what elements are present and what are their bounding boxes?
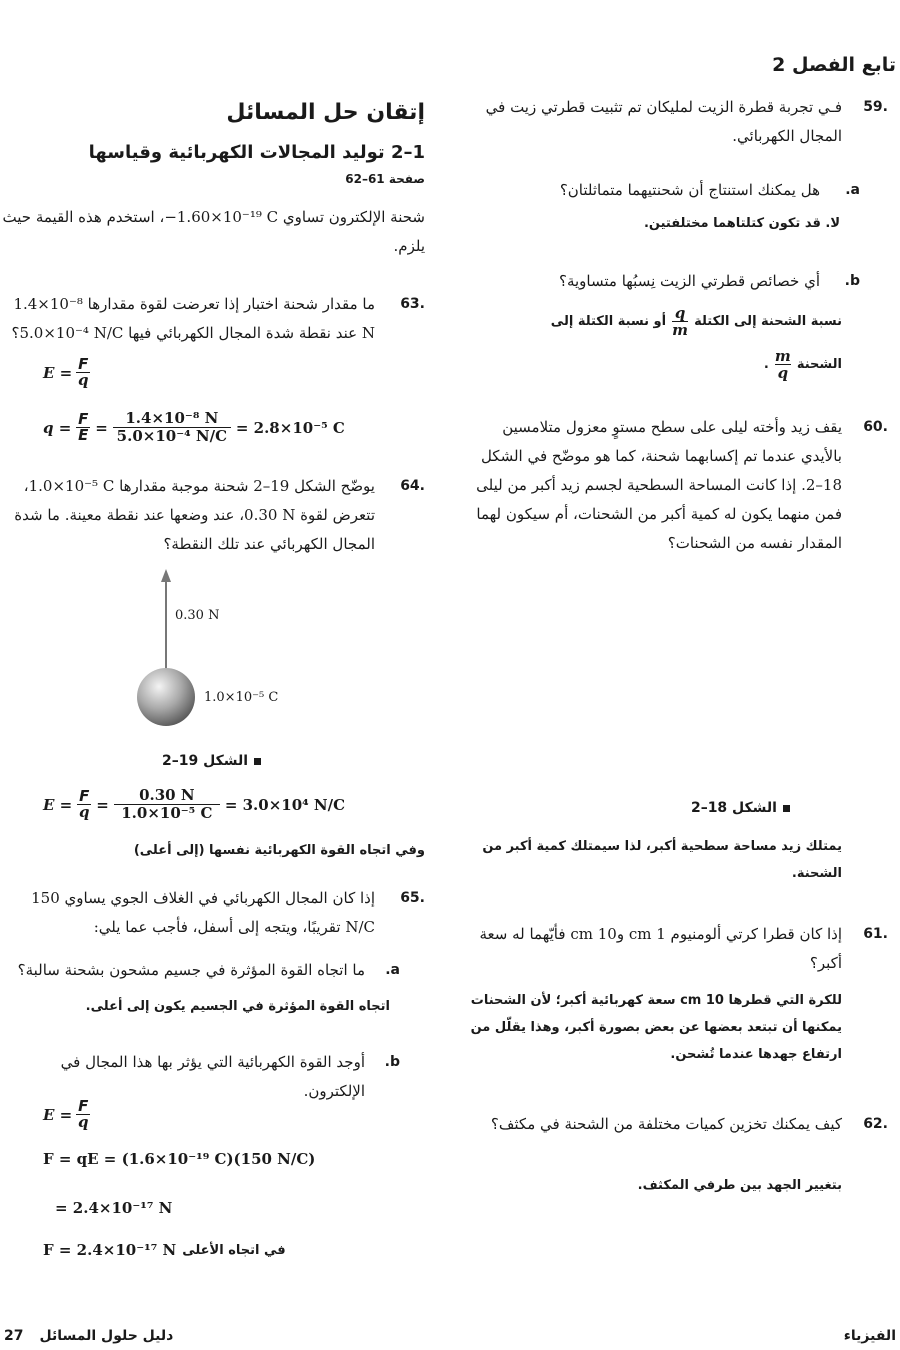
eq-result: = 2.8×10⁻⁵ C [235, 418, 345, 437]
eq-fraction-symbolic [76, 412, 90, 443]
q63-equation-2: q = F E = 1.4×10⁻⁸ N 5.0×10⁻⁴ N/C = 2.8×10⁻⁵ C [43, 409, 345, 445]
fraction-denominator: m [672, 321, 689, 339]
q65b-label: b. [384, 1054, 400, 1070]
eq-lhs: q = [43, 418, 72, 437]
fraction-numerator: 0.30 N [139, 786, 195, 804]
q62-answer: بتغيير الجهد بين طرفي المكثف. [637, 1178, 842, 1193]
fraction-denominator: q [777, 364, 789, 382]
q64-number: .64 [400, 478, 425, 494]
q65-equation-4 [43, 1241, 286, 1259]
q62-text: كيف يمكنك تخزين كميات مختلفة من الشحنة في مكثف؟ [490, 1115, 842, 1133]
fraction-numerator: F [78, 355, 89, 373]
fraction-numerator: F [78, 1097, 89, 1115]
fraction-denominator: E [78, 426, 89, 444]
eq-result: = 3.0×10⁴ N/C [224, 795, 346, 814]
eq-lhs: E = [43, 363, 73, 382]
eq-lhs: E = [43, 795, 73, 814]
footer-book-title: دليل حلول المسائل [39, 1328, 174, 1344]
q59a-text: هل يمكنك استنتاج أن شحنتيهما متماثلتان؟ [559, 181, 820, 199]
q60-answer: يمتلك زيد مساحة سطحية أكبر، لذا سيمتلك كمية أكبر من الشحنة. [482, 839, 842, 881]
arrow-head-icon [161, 569, 171, 582]
fraction-numerator: F [79, 787, 90, 805]
eq-value: F = 2.4×10⁻¹⁷ N [43, 1241, 177, 1259]
q63-text: ما مقدار شحنة اختبار إذا تعرضت لقوة مقدارها ‎1.4×10⁻⁸ N‎ عند نقطة شدة المجال الكهربائي فيها ‎5.0×10⁻⁴ N/C‎؟ [11, 295, 375, 342]
q65-text: إذا كان المجال الكهربائي في الغلاف الجوي يساوي 150 N/C تقريبًا، ويتجه إلى أسفل، فأجب عما يلي: [31, 889, 375, 936]
fraction-denominator: 1.0×10⁻⁵ C [121, 804, 213, 822]
q65-number: .65 [400, 890, 425, 906]
q59b-answer-part1b: أو نسبة الكتلة إلى [550, 314, 667, 329]
intro-text: شحنة الإلكترون تساوي ‎−1.60×10⁻¹⁹ C‎، استخدم هذه القيمة حيث يلزم. [2, 208, 425, 255]
charge-sphere [137, 668, 195, 726]
q59b-answer-part1: نسبة الشحنة إلى الكتلة [694, 314, 842, 329]
eq-fraction-numeric [114, 787, 220, 822]
eq-direction: في اتجاه الأعلى [182, 1242, 286, 1258]
fraction-numerator: 1.4×10⁻⁸ N [125, 409, 219, 427]
fraction-numerator: m [774, 347, 791, 365]
fraction-denominator: q [77, 1113, 89, 1131]
q64-answer: وفي اتجاه القوة الكهربائية نفسها (إلى أعلى) [133, 843, 425, 858]
figure-2-18-caption [691, 800, 790, 816]
fraction-denominator: q [78, 803, 90, 821]
footer-page-info [4, 1328, 173, 1344]
q61-text: إذا كان قطرا كرتي ألومنيوم 1 cm و10 cm فأيّهما له سعة أكبر؟ [479, 925, 842, 972]
fraction-m-over-q [775, 348, 791, 381]
q62-number: .62 [863, 1116, 888, 1132]
q60-number: .60 [863, 419, 888, 435]
q65-equation-1 [43, 1099, 90, 1130]
q63-number: .63 [400, 296, 425, 312]
page-number: 27 [4, 1328, 24, 1344]
fraction-numerator: F [78, 410, 89, 428]
q59-text: فـي تجربة قطرة الزيت لمليكان تم تثبيت قطرتي زيت في المجال الكهربائي. [485, 98, 842, 145]
fraction-numerator: q [674, 304, 686, 322]
figure-2-19-label: الشكل 19–2 [162, 753, 249, 769]
section-subtitle: 1–2 توليد المجالات الكهربائية وقياسها [88, 142, 425, 163]
figure-2-19 [125, 565, 325, 735]
fraction-q-over-m [672, 305, 688, 338]
figure-2-19-caption [162, 753, 261, 769]
q65a-label: a. [385, 962, 400, 978]
q64-equation: E = F q = 0.30 N 1.0×10⁻⁵ C = 3.0×10⁴ N/C [43, 786, 346, 822]
figure-2-19-drawing [125, 565, 325, 735]
q65-equation-3: = 2.4×10⁻¹⁷ N [55, 1199, 173, 1217]
q65a-answer: اتجاه القوة المؤثرة في الجسيم يكون إلى أعلى. [85, 999, 390, 1014]
eq-lhs: E = [43, 1105, 73, 1124]
q61-number: .61 [863, 926, 888, 942]
eq-fraction [76, 1099, 90, 1130]
q59b-text: أي خصائص قطرتي الزيت نِسبُها متساوية؟ [559, 272, 820, 290]
chapter-header: تابع الفصل 2 [772, 54, 896, 76]
q61-answer: للكرة التي قطرها 10 cm سعة كهربائية أكبر؛ لأن الشحنات يمكنها أن تبتعد بعضها عن بعض بصورة أكبر، وهذا يقلّل من ارتفاع جهدها عندما تُشحن. [470, 993, 842, 1062]
force-label: 0.30 N [175, 608, 220, 623]
charge-label: 1.0×10⁻⁵ C [204, 690, 279, 705]
caption-square-icon [254, 758, 261, 765]
q59a-label: a. [845, 182, 860, 198]
eq-fraction-symbolic [77, 789, 91, 820]
section-pages: صفحة 61–62 [345, 172, 425, 186]
q59b-answer: نسبة الشحنة إلى الكتلة q m أو نسبة الكتلة إلى الشحنة m q . [550, 304, 842, 382]
fraction-denominator: q [77, 371, 89, 389]
q65b-text: أوجد القوة الكهربائية التي يؤثر بها هذا المجال في الإلكترون. [60, 1053, 365, 1100]
fraction-denominator: 5.0×10⁻⁴ N/C [116, 427, 228, 445]
caption-square-icon [783, 805, 790, 812]
q59b-label: b. [844, 273, 860, 289]
section-title: إتقان حل المسائل [226, 100, 425, 125]
q59b-answer-part2: الشحنة [796, 357, 842, 372]
q65-equation-2: F = qE = (1.6×10⁻¹⁹ C)(150 N/C) [43, 1150, 316, 1168]
eq-fraction [76, 357, 90, 388]
q65a-text: ما اتجاه القوة المؤثرة في جسيم مشحون بشحنة سالبة؟ [17, 961, 365, 979]
figure-2-18-label: الشكل 18–2 [690, 800, 777, 816]
eq-fraction-numeric [113, 410, 231, 445]
q60-text: يقف زيد وأخته ليلى على سطح مستوٍ معزول متلامسين بالأيدي عندما تم إكسابهما شحنة، كما هو موضّح في الشكل 18–2. إذا كانت المساحة السطحية لجسم زيد أكبر من ليلى فمن منهما يكون له كمية أكبر من الشحنات، أم سيكون لهما المقدار نفسه من الشحنات؟ [476, 418, 842, 552]
q59a-answer: لا. قد تكون كتلتاهما مختلفتين. [643, 216, 840, 231]
q59-number: .59 [863, 99, 888, 115]
q64-text: يوضّح الشكل 19–2 شحنة موجبة مقدارها ‎1.0×10⁻⁵ C‎، تتعرض لقوة ‎0.30 N‎، عند وضعها عند نقطة معينة. ما شدة المجال الكهربائي عند تلك النقطة؟ [14, 477, 375, 553]
footer-subject: الفيزياء [843, 1328, 896, 1344]
q63-equation-1 [43, 357, 90, 388]
